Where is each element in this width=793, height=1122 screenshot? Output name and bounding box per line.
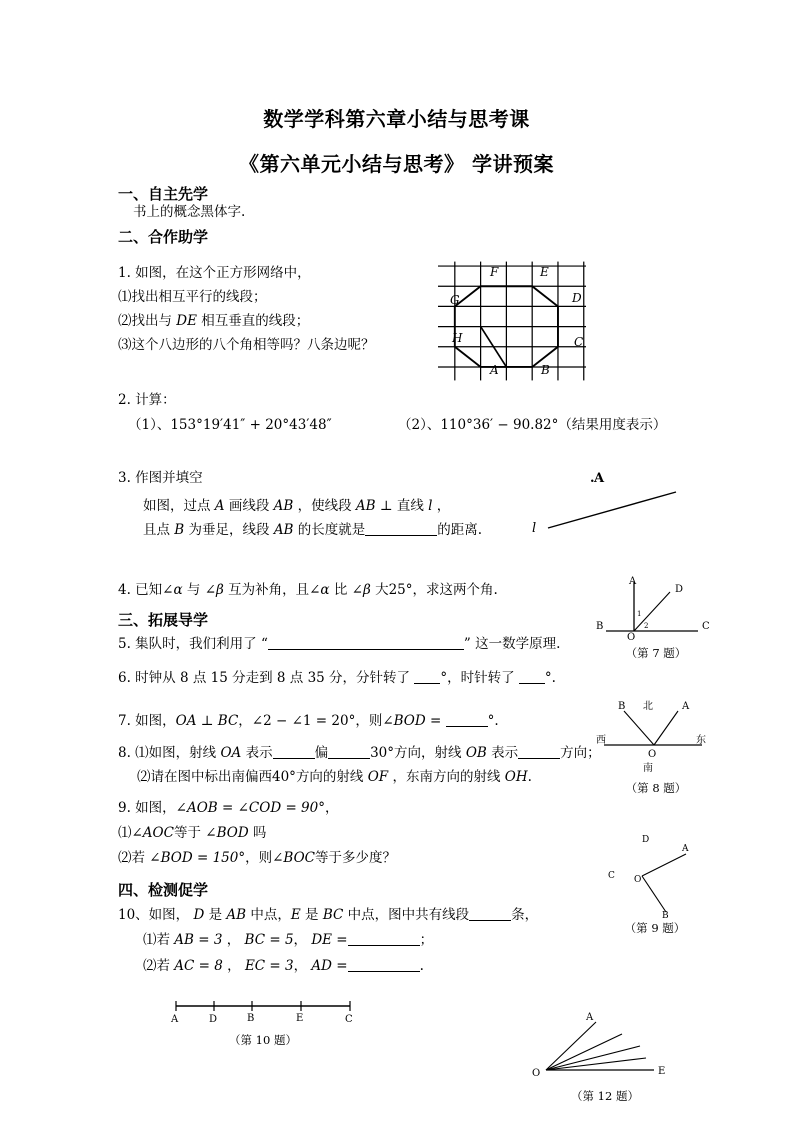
fig3-line bbox=[548, 492, 676, 528]
q4-e: 大 bbox=[370, 582, 389, 598]
q10-l1-BC: BC bbox=[322, 907, 344, 923]
question-9-line-2 bbox=[118, 825, 266, 842]
q7-e: = bbox=[425, 713, 446, 729]
q7-b: ⊥ bbox=[196, 713, 218, 729]
question-1-part-1: ⑴找出相互平行的线段； bbox=[118, 289, 267, 305]
fig12-ray-OA bbox=[546, 1022, 596, 1070]
fig9-label-O: O bbox=[634, 875, 642, 885]
q3-answer-blank[interactable] bbox=[365, 522, 437, 536]
q2-item1-expr: 153°19′41″ + 20°43′48″ bbox=[170, 417, 332, 433]
question-2-item-1 bbox=[128, 417, 332, 434]
q3-l2-a: 且点 bbox=[143, 522, 175, 538]
q3-l1-c: ，使线段 bbox=[293, 498, 356, 514]
q8-l1-g: 方向； bbox=[560, 745, 601, 761]
q10-l2-d: ； bbox=[419, 932, 434, 948]
question-8-line-1 bbox=[118, 745, 601, 762]
q1-p2-post: 相互垂直的线段； bbox=[196, 313, 310, 329]
fig9-label-A: A bbox=[682, 844, 689, 854]
q9-l1-expr: ∠AOB = ∠COD = 90° bbox=[175, 800, 325, 816]
q5-pre: 5. 集队时，我们利用了 “ bbox=[118, 636, 268, 652]
q8-l2-deg: 40° bbox=[272, 769, 296, 785]
q9-l3-BOD: ∠BOD = 150° bbox=[149, 850, 246, 866]
q10-l3-c: ， bbox=[293, 958, 312, 974]
fig8-ray-OB bbox=[624, 711, 654, 745]
q4-f: ，求这两个角. bbox=[412, 582, 498, 598]
q10-l1-b: 是 bbox=[204, 907, 227, 923]
figure-10-caption: （第 10 题） bbox=[229, 1033, 297, 1047]
q9-l2-b: 等于 bbox=[173, 825, 206, 841]
fig12-ray-1 bbox=[546, 1034, 622, 1070]
fig9-label-C: C bbox=[608, 871, 615, 881]
q10-l2-c: ， bbox=[293, 932, 312, 948]
q10-blank-count[interactable] bbox=[469, 907, 511, 921]
q6-a: 6. 时钟从 8 点 15 分走到 8 点 35 分，分针转了 bbox=[118, 670, 415, 686]
figure-question-3 bbox=[528, 466, 688, 542]
q10-l1-D: D bbox=[193, 907, 205, 923]
fig10-label-A: A bbox=[171, 1014, 179, 1025]
section-heading-4: 四、检测促学 bbox=[118, 881, 209, 899]
q8-blank-1[interactable] bbox=[273, 745, 315, 759]
q10-l2-BC: BC = 5 bbox=[244, 932, 294, 948]
page-title-line1: 数学学科第六章小结与思考课 bbox=[263, 107, 530, 131]
q7-OA: OA bbox=[175, 713, 197, 729]
question-8-line-2 bbox=[137, 769, 532, 786]
fig3-point-A-dot: . bbox=[590, 471, 595, 486]
question-10-line-2 bbox=[143, 932, 433, 949]
q8-l1-OB: OB bbox=[465, 745, 487, 761]
q3-l1-e: ， bbox=[432, 498, 451, 514]
fig8-label-north: 北 bbox=[643, 701, 653, 712]
q7-BOD: ∠BOD bbox=[382, 713, 426, 729]
q10-l1-d: 是 bbox=[300, 907, 323, 923]
q6-c: °. bbox=[544, 670, 556, 686]
fig7-label-A: A bbox=[629, 576, 637, 587]
section-heading-1: 一、自主先学 bbox=[118, 185, 209, 203]
q6-blank-minute[interactable] bbox=[414, 670, 440, 684]
q7-ang: ∠2 − ∠1 = 20° bbox=[251, 713, 356, 729]
fig12-label-E: E bbox=[658, 1066, 666, 1077]
figure-question-12 bbox=[520, 1008, 690, 1088]
fig12-label-O: O bbox=[532, 1068, 541, 1079]
fig8-label-west: 西 bbox=[596, 735, 606, 746]
question-10-line-3 bbox=[143, 958, 424, 975]
fig10-label-D: D bbox=[209, 1014, 218, 1025]
figure-12-caption: （第 12 题） bbox=[571, 1089, 639, 1103]
q8-l1-b: 表示 bbox=[241, 745, 273, 761]
fig3-line-label-l: l bbox=[532, 521, 537, 536]
q10-l1-AB: AB bbox=[226, 907, 247, 923]
figure-9-caption: （第 9 题） bbox=[624, 921, 686, 935]
q10-blank-AD[interactable] bbox=[348, 958, 420, 972]
q7-a: 7. 如图， bbox=[118, 713, 176, 729]
q2-item2-label: （2）、 bbox=[398, 417, 441, 433]
q10-l3-EC: EC = 3 bbox=[244, 958, 294, 974]
fig8-label-B: B bbox=[618, 701, 626, 712]
fig12-svg bbox=[520, 1008, 690, 1084]
fig12-ray-3 bbox=[546, 1058, 646, 1070]
q2-item1-label: （1）、 bbox=[128, 417, 171, 433]
q2-item2-expr: 110°36′ − 90.82° bbox=[440, 417, 559, 433]
question-6 bbox=[118, 670, 556, 687]
q8-l2-b: 方向的射线 bbox=[295, 769, 368, 785]
q10-l2-a: ⑴若 bbox=[143, 932, 175, 948]
q3-l1-AB: AB bbox=[273, 498, 294, 514]
q4-a: 4. 已知 bbox=[118, 582, 163, 598]
q8-l1-a: 8. ⑴如图，射线 bbox=[118, 745, 221, 761]
octagon-label-G: G bbox=[450, 293, 460, 307]
fig10-svg bbox=[168, 997, 358, 1025]
q10-l2-b: ， bbox=[222, 932, 245, 948]
q1-p2-pre: ⑵找出与 bbox=[118, 313, 177, 329]
q1-p2-var: DE bbox=[176, 313, 197, 329]
q3-l2-c: 的长度就是 bbox=[293, 522, 366, 538]
question-1-part-3: ⑶这个八边形的八个角相等吗？八条边呢？ bbox=[118, 337, 375, 353]
q6-blank-hour[interactable] bbox=[519, 670, 545, 684]
q8-l2-a: ⑵请在图中标出南偏西 bbox=[137, 769, 272, 785]
q3-l1-l: l bbox=[428, 498, 433, 514]
fig8-svg bbox=[596, 697, 716, 777]
q8-l1-OA: OA bbox=[220, 745, 242, 761]
question-2-stem: 2. 计算： bbox=[118, 392, 176, 408]
q9-l3-a: ⑵若 bbox=[118, 850, 150, 866]
figure-question-10 bbox=[168, 997, 358, 1029]
q10-blank-DE[interactable] bbox=[348, 932, 420, 946]
fig9-svg bbox=[590, 826, 720, 918]
q10-l1-c: 中点， bbox=[246, 907, 291, 923]
fig9-label-D: D bbox=[642, 835, 650, 845]
fig3-point-A: A bbox=[594, 471, 605, 486]
q3-l2-b: 为垂足，线段 bbox=[184, 522, 274, 538]
q3-l1-a: 如图，过点 bbox=[143, 498, 215, 514]
q8-l1-f: 表示 bbox=[486, 745, 519, 761]
octagon-label-B: B bbox=[541, 363, 550, 377]
q8-l2-c: ，东南方向的射线 bbox=[388, 769, 505, 785]
q4-d: 比 bbox=[329, 582, 352, 598]
figure-question-9 bbox=[590, 826, 720, 922]
fig8-label-east: 东 bbox=[696, 735, 706, 746]
fig7-label-angle-1: 1 bbox=[637, 610, 642, 618]
q7-f: °. bbox=[487, 713, 499, 729]
fig12-label-A: A bbox=[586, 1012, 594, 1023]
figure-question-7 bbox=[596, 576, 716, 646]
octagon-label-E: E bbox=[540, 265, 549, 279]
q10-l3-d: . bbox=[419, 958, 424, 974]
page-title-line2: 《第六单元小结与思考》 学讲预案 bbox=[239, 152, 554, 176]
fig9-ray-OB bbox=[642, 876, 666, 912]
section-1-note: 书上的概念黑体字. bbox=[133, 204, 246, 220]
q10-l3-a: ⑵若 bbox=[143, 958, 175, 974]
q9-l3-BOC: ∠BOC bbox=[272, 850, 315, 866]
fig12-ray-2 bbox=[546, 1046, 640, 1070]
fig9-label-B: B bbox=[662, 911, 669, 918]
fig10-label-C: C bbox=[345, 1014, 353, 1025]
q10-l3-AD: AD = bbox=[311, 958, 348, 974]
grid-octagon-labels bbox=[438, 255, 586, 387]
q10-l1-a: 10、如图， bbox=[118, 907, 194, 923]
fig8-label-A: A bbox=[682, 701, 690, 712]
q6-b: °，时针转了 bbox=[440, 670, 519, 686]
fig10-label-B: B bbox=[247, 1013, 255, 1024]
question-3-stem: 3. 作图并填空 bbox=[118, 470, 203, 486]
q8-blank-3[interactable] bbox=[518, 745, 560, 759]
q8-l1-d: 30° bbox=[370, 745, 395, 761]
question-10-line-1 bbox=[118, 907, 538, 924]
q4-alpha1: ∠α bbox=[162, 582, 183, 598]
fig10-label-E: E bbox=[296, 1013, 304, 1024]
fig7-label-D: D bbox=[675, 584, 684, 595]
q3-l2-B: B bbox=[174, 522, 185, 538]
q9-l2-a: ⑴ bbox=[118, 825, 132, 841]
q9-l3-c: 等于多少度？ bbox=[314, 850, 396, 866]
fig9-ray-OA bbox=[642, 854, 686, 876]
question-1-part-2 bbox=[118, 313, 309, 330]
q10-l1-E: E bbox=[290, 907, 301, 923]
q8-l1-c: 偏 bbox=[314, 745, 329, 761]
q3-l1-b: 画线段 bbox=[224, 498, 274, 514]
question-3-line-2 bbox=[143, 522, 482, 539]
q3-l1-d: ⊥ 直线 bbox=[375, 498, 429, 514]
question-2-item-2 bbox=[398, 417, 666, 434]
q7-answer-blank[interactable] bbox=[446, 713, 488, 727]
q10-l3-b: ， bbox=[222, 958, 245, 974]
q3-l1-AB2: AB bbox=[355, 498, 376, 514]
fig7-label-angle-2: 2 bbox=[644, 622, 649, 630]
q4-c: 互为补角，且 bbox=[223, 582, 310, 598]
q4-alpha2: ∠α bbox=[309, 582, 330, 598]
q5-post: ” 这一数学原理. bbox=[463, 636, 561, 652]
q9-l1-b: ， bbox=[324, 800, 339, 816]
octagon-label-C: C bbox=[574, 335, 584, 349]
q8-l1-e: 方向，射线 bbox=[394, 745, 466, 761]
section-heading-2: 二、合作助学 bbox=[118, 228, 209, 246]
q4-deg: 25° bbox=[388, 582, 413, 598]
fig7-label-O: O bbox=[627, 632, 636, 642]
section-heading-3: 三、拓展导学 bbox=[118, 611, 209, 629]
q9-l1-a: 9. 如图， bbox=[118, 800, 176, 816]
q4-beta2: ∠β bbox=[351, 582, 371, 598]
octagon-label-A: A bbox=[490, 363, 499, 377]
question-9-line-3 bbox=[118, 850, 396, 867]
octagon-label-H: H bbox=[452, 331, 463, 345]
q7-c: ， bbox=[238, 713, 252, 729]
q10-l2-DE: DE = bbox=[311, 932, 348, 948]
q5-answer-blank[interactable] bbox=[268, 636, 464, 650]
q3-l2-AB: AB bbox=[273, 522, 294, 538]
fig7-label-B: B bbox=[596, 621, 604, 632]
q4-beta1: ∠β bbox=[204, 582, 224, 598]
question-1-stem: 1. 如图，在这个正方形网络中， bbox=[118, 265, 311, 281]
q9-l2-BOD: ∠BOD bbox=[205, 825, 249, 841]
q8-l2-OF: OF bbox=[367, 769, 389, 785]
q8-l2-OH: OH bbox=[504, 769, 528, 785]
q8-l2-d: . bbox=[527, 769, 532, 785]
question-9-line-1 bbox=[118, 800, 338, 817]
fig8-label-O: O bbox=[648, 749, 657, 760]
q3-l1-A: A bbox=[214, 498, 225, 514]
q9-l2-AOC: ∠AOC bbox=[131, 825, 174, 841]
octagon-label-F: F bbox=[490, 265, 499, 279]
q10-l1-f: 条， bbox=[511, 907, 539, 923]
q2-item2-note: （结果用度表示） bbox=[558, 417, 667, 433]
fig8-label-south: 南 bbox=[643, 763, 653, 774]
q7-d: ，则 bbox=[355, 713, 383, 729]
octagon-label-D: D bbox=[572, 291, 582, 305]
q10-l2-AB: AB = 3 bbox=[174, 932, 223, 948]
q10-l1-e: 中点，图中共有线段 bbox=[343, 907, 470, 923]
fig8-ray-OA bbox=[654, 711, 678, 745]
figure-question-8 bbox=[596, 697, 716, 781]
figure-8-caption: （第 8 题） bbox=[625, 781, 687, 795]
figure-7-caption: （第 7 题） bbox=[625, 646, 687, 660]
question-5 bbox=[118, 636, 560, 653]
q4-b: 与 bbox=[182, 582, 205, 598]
q9-l3-b: ，则 bbox=[245, 850, 273, 866]
fig7-svg bbox=[596, 576, 716, 642]
q9-l2-c: 吗 bbox=[248, 825, 267, 841]
question-7 bbox=[118, 713, 499, 730]
question-3-line-1 bbox=[143, 498, 450, 515]
q8-blank-2[interactable] bbox=[328, 745, 370, 759]
fig7-label-C: C bbox=[702, 621, 710, 632]
q10-l3-AC: AC = 8 bbox=[174, 958, 223, 974]
q3-l2-d: 的距离. bbox=[437, 522, 483, 538]
q7-BC: BC bbox=[217, 713, 239, 729]
fig3-svg bbox=[528, 466, 688, 538]
question-4 bbox=[118, 582, 498, 599]
